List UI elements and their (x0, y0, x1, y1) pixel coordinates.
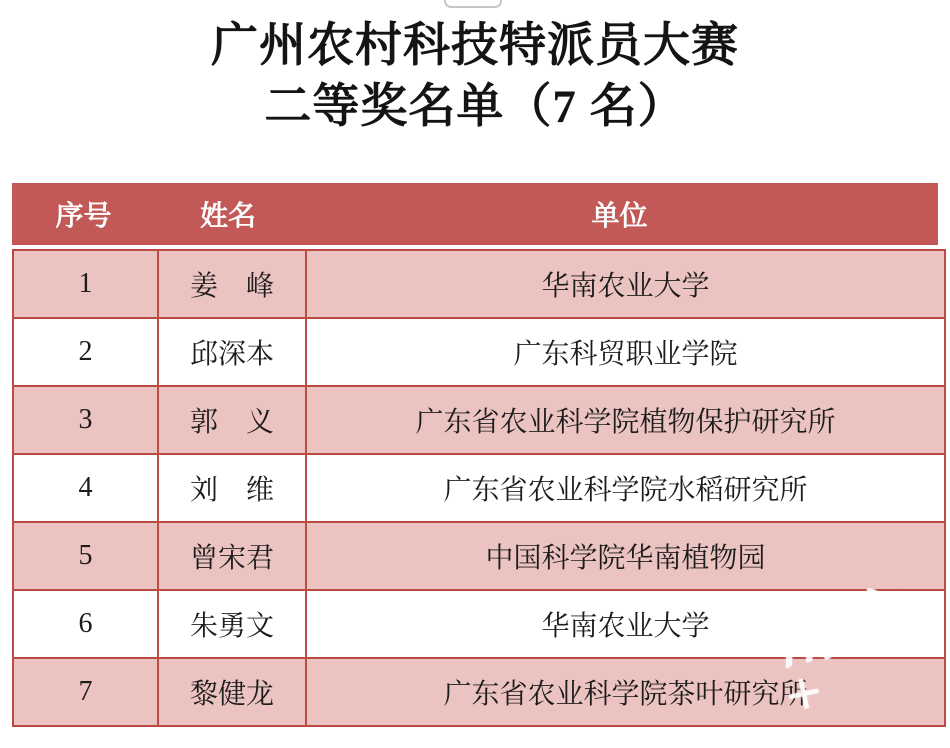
award-table (12, 249, 946, 733)
nanfang-watermark: 南方+ (766, 581, 907, 733)
page-title-line-1: 广州农村科技特派员大赛 (211, 20, 739, 72)
cell-index: 3 (13, 386, 158, 454)
partial-top-button[interactable] (444, 0, 502, 8)
cell-name: 郭 义 (158, 386, 306, 454)
table-header-cell-org: 单位 (591, 201, 648, 232)
table-row (13, 590, 945, 658)
table-header-row (12, 183, 938, 245)
table-row (13, 386, 945, 454)
table-row (13, 250, 945, 318)
table-row (13, 454, 945, 522)
cell-name: 黎健龙 (158, 658, 306, 726)
table-row (13, 658, 945, 726)
page-title (0, 16, 950, 138)
cell-name: 刘 维 (158, 454, 306, 522)
cell-index: 1 (13, 250, 158, 318)
table-header-cell-name: 姓名 (199, 201, 256, 232)
cell-name: 朱勇文 (158, 590, 306, 658)
cell-name: 邱深本 (158, 318, 306, 386)
cell-org: 中国科学院华南植物园 (306, 522, 945, 590)
cell-index: 5 (13, 522, 158, 590)
cell-org: 广东省农业科学院茶叶研究所 (306, 658, 945, 726)
cell-name: 姜 峰 (158, 250, 306, 318)
table-header-cell-no: 序号 (55, 201, 112, 232)
cell-org: 广东省农业科学院水稻研究所 (306, 454, 945, 522)
table-row (13, 522, 945, 590)
cell-index: 6 (13, 590, 158, 658)
cell-org: 华南农业大学 (306, 590, 945, 658)
page-title-line-2: 二等奖名单（7 名） (264, 81, 686, 133)
table-row (13, 318, 945, 386)
cell-org: 广东科贸职业学院 (306, 318, 945, 386)
cell-org: 广东省农业科学院植物保护研究所 (306, 386, 945, 454)
cell-index: 2 (13, 318, 158, 386)
cell-name: 曾宋君 (158, 522, 306, 590)
cell-org: 华南农业大学 (306, 250, 945, 318)
cell-index: 4 (13, 454, 158, 522)
cell-index: 7 (13, 658, 158, 726)
